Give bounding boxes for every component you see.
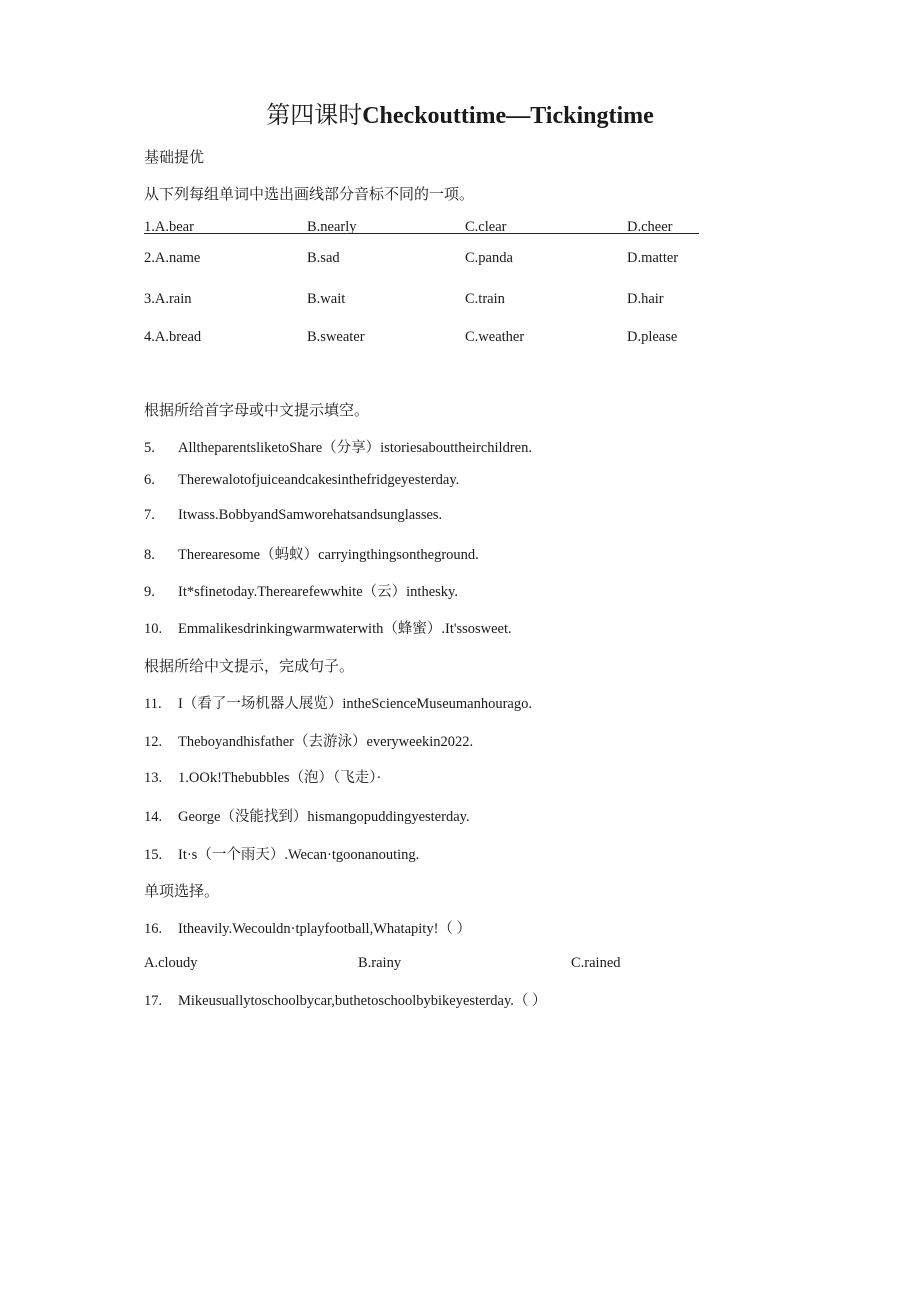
phonics-1-b: B.nearly <box>307 219 357 235</box>
phonics-2-b: B.sad <box>307 250 340 266</box>
question-number: 5. <box>144 440 155 456</box>
phonics-4-c: C.weather <box>465 329 525 345</box>
question-number: 14. <box>144 809 163 825</box>
question-number: 8. <box>144 547 155 563</box>
phonics-3-a: 3.A.rain <box>144 291 192 307</box>
question-5 <box>144 436 532 457</box>
question-6 <box>144 472 459 489</box>
question-text: Therearesome（蚂蚁）carryingthingsontheground. <box>178 547 479 563</box>
question-text: Itwass.BobbyandSamworehatsandsunglasses. <box>178 507 443 523</box>
phonics-2-d: D.matter <box>627 250 679 266</box>
question-number: 12. <box>144 734 163 750</box>
phonics-1-d: D.cheer <box>627 219 673 235</box>
title-en: Checkouttime—Tickingtime <box>362 103 654 129</box>
choice-instruction: 单项选择。 <box>144 884 220 900</box>
question-number: 10. <box>144 621 163 637</box>
question-15 <box>144 843 419 864</box>
question-9 <box>144 580 458 601</box>
question-number: 7. <box>144 507 155 523</box>
question-number: 6. <box>144 472 155 488</box>
question-13 <box>144 766 381 787</box>
question-number: 15. <box>144 847 163 863</box>
fill-instruction: 根据所给首字母或中文提示填空。 <box>144 403 370 419</box>
question-16 <box>144 917 471 938</box>
question-text: 1.OOk!Thebubbles（泡）（飞走）· <box>178 770 382 786</box>
phonics-4-a: 4.A.bread <box>144 329 202 345</box>
q16-option-a: A.cloudy <box>144 955 198 971</box>
question-7 <box>144 507 442 524</box>
phonics-4-d: D.please <box>627 329 678 345</box>
question-12 <box>144 730 473 751</box>
question-14 <box>144 805 470 826</box>
phonics-3-d: D.hair <box>627 291 664 307</box>
question-text: Theboyandhisfather（去游泳）everyweekin2022. <box>178 734 474 750</box>
complete-instruction: 根据所给中文提示，完成句子。 <box>144 659 355 675</box>
question-number: 11. <box>144 696 162 712</box>
phonics-4-b: B.sweater <box>307 329 365 345</box>
question-number: 13. <box>144 770 163 786</box>
phonics-2-c: C.panda <box>465 250 513 266</box>
question-17 <box>144 989 547 1010</box>
title-cn: 第四课时 <box>266 103 363 129</box>
question-text: Emmalikesdrinkingwarmwaterwith（蜂蜜）.It'ssosweet. <box>178 621 512 637</box>
question-text: I（看了一场机器人展览）intheScienceMuseumanhourago. <box>178 696 532 712</box>
question-text: Therewalotofjuiceandcakesinthefridgeyesterday. <box>178 472 460 488</box>
section-basic: 基础提优 <box>144 150 205 166</box>
phonics-1-c: C.clear <box>465 219 507 235</box>
page-title <box>0 95 920 130</box>
question-number: 16. <box>144 921 163 937</box>
phonics-3-c: C.train <box>465 291 505 307</box>
question-text: George（没能找到）hismangopuddingyesterday. <box>178 809 470 825</box>
question-10 <box>144 617 512 638</box>
phonics-1-a: 1.A.bear <box>144 219 194 235</box>
q16-option-b: B.rainy <box>358 955 402 971</box>
question-number: 9. <box>144 584 155 600</box>
phonics-instruction: 从下列每组单词中选出画线部分音标不同的一项。 <box>144 187 475 203</box>
phonics-2-a: 2.A.name <box>144 250 201 266</box>
underline-divider <box>144 233 699 234</box>
question-number: 17. <box>144 993 163 1009</box>
question-text: It*sfinetoday.Therearefewwhite（云）inthesky. <box>178 584 458 600</box>
question-text: Itheavily.Wecouldn·tplayfootball,Whatapity!（ ） <box>178 921 472 937</box>
question-text: It·s（一个雨天）.Wecan·tgoonanouting. <box>178 847 420 863</box>
question-text: AlltheparentsliketoShare（分享）istoriesabouttheirchildren. <box>178 440 532 456</box>
question-11 <box>144 692 532 713</box>
q16-option-c: C.rained <box>571 955 621 971</box>
question-8 <box>144 543 479 564</box>
phonics-3-b: B.wait <box>307 291 346 307</box>
question-text: Mikeusuallytoschoolbycar,buthetoschoolbybikeyesterday.（ ） <box>178 993 547 1009</box>
